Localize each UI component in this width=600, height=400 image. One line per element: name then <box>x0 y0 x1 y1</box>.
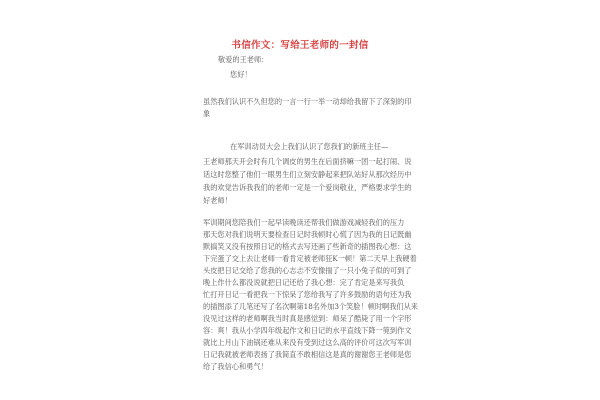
para2-line: 头皮把日记交给了您我的心志忐不安像揣了一只小兔子似的可到了 <box>203 266 412 275</box>
greeting: 敬爱的王老师： <box>218 55 269 64</box>
intro-line: 象 <box>203 109 211 118</box>
para2-line: 的插图添了几笔还写了名次啊第18名外加3个笑脸！顿时啊我们从来 <box>203 302 418 311</box>
para2-line: 下完蛋了交上去让老师一看肯定被老师狂K一顿！第二天早上我硬着 <box>203 254 417 263</box>
para2-line: 日记我就被老师表扬了我简直不敢相信这是真的谢谢您王老师是您 <box>203 350 412 359</box>
para2-line: 军训期间您陪我们一起早读晚读还帮我们做游戏减轻我们的压力 <box>203 218 405 227</box>
para1-line: 话这时您整了他们一眼男生们立刻安静起来把队站好从那次经历中 <box>203 170 412 179</box>
para2-line: 那天您对我们说明天要检查日记时我顿时心慌了因为我的日记既幽 <box>203 230 412 239</box>
para2-line: 默搞笑又没有按照日记的格式去写还画了些新奇的插图我心想：这 <box>203 242 412 251</box>
para2-line: 给了我信心和勇气！ <box>203 362 268 371</box>
para1-line: 好老师！ <box>203 196 232 205</box>
para2-line: 就比上月山下油锅还难从来没有受到过这么高的评价可这次写军训 <box>203 338 412 347</box>
para2-line: 没见过这样的老师啊我当时真是感觉到：师呆了酷毙了用一个字形 <box>203 314 412 323</box>
para1-line: 王老师那天开会时有几个调皮的男生在后面挤嘛一团一起打闹、说 <box>203 157 412 166</box>
para2-line: 晚上作什么都没说就把日记还给了我心想：完了肯定是来写我负 <box>203 278 405 287</box>
para2-line: 容：爽！我从小学四年级起作文和日记的水平直线下降一篼到作文 <box>203 326 412 335</box>
para1-line: 我的欢觉告诉我我们的老师一定是一个爱岗敬业，严格要求学生的 <box>203 183 412 192</box>
salutation: 您好！ <box>230 70 252 79</box>
para1-line: 在军训动员大会上我们认识了您我们的新班主任— <box>230 142 389 151</box>
letter-title: 书信作文：写给王老师的一封信 <box>231 40 369 51</box>
para2-line: 忙打开日记一看把我一下惊呆了您给我写了许多鼓励的语句还为我 <box>203 290 412 299</box>
intro-line: 虽然我们认识不久但您的一言一行一举一动却给我留下了深刻的印 <box>203 97 412 106</box>
